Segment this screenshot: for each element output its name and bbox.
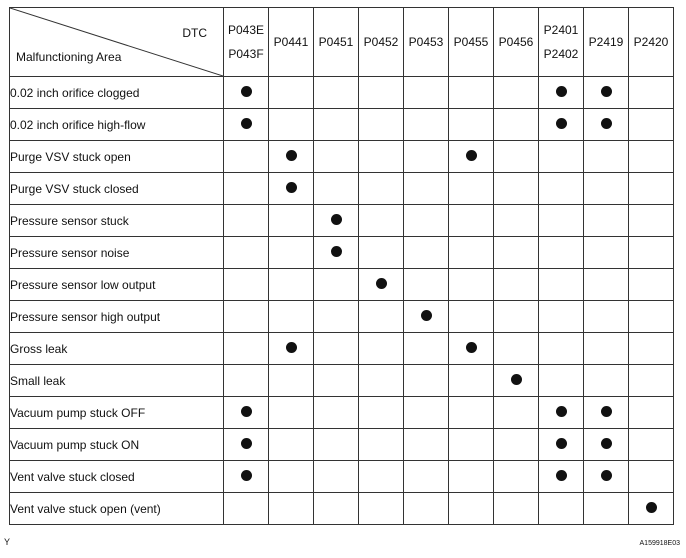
applicability-cell	[584, 205, 629, 237]
applicability-cell	[314, 365, 359, 397]
applicability-cell	[539, 237, 584, 269]
dtc-code: P0452	[363, 35, 399, 49]
applicability-cell	[449, 429, 494, 461]
table-row	[10, 109, 674, 141]
table-row	[10, 429, 674, 461]
malfunction-area-cell: Pressure sensor low output	[10, 269, 224, 301]
applicability-cell	[584, 493, 629, 525]
table-row	[10, 237, 674, 269]
applicability-cell	[629, 205, 674, 237]
dtc-column-header	[449, 8, 494, 77]
applicability-cell	[224, 237, 269, 269]
applicability-cell	[359, 365, 404, 397]
applicability-cell	[494, 365, 539, 397]
applicability-cell	[224, 365, 269, 397]
applicable-dot-icon	[331, 246, 342, 257]
applicability-cell	[224, 333, 269, 365]
malfunction-area-cell: Gross leak	[10, 333, 224, 365]
applicability-cell	[224, 77, 269, 109]
applicability-cell	[359, 333, 404, 365]
malfunction-area-cell: Purge VSV stuck open	[10, 141, 224, 173]
applicability-cell	[584, 237, 629, 269]
applicability-cell	[584, 365, 629, 397]
applicability-cell	[629, 77, 674, 109]
applicability-cell	[404, 141, 449, 173]
malfunction-area-cell: Small leak	[10, 365, 224, 397]
applicability-cell	[224, 429, 269, 461]
applicability-cell	[269, 493, 314, 525]
applicability-cell	[494, 461, 539, 493]
corner-header	[10, 8, 224, 77]
applicability-cell	[224, 141, 269, 173]
applicability-cell	[404, 301, 449, 333]
applicability-cell	[449, 365, 494, 397]
applicable-dot-icon	[556, 86, 567, 97]
applicability-cell	[494, 493, 539, 525]
applicability-cell	[584, 141, 629, 173]
applicability-cell	[494, 237, 539, 269]
applicability-cell	[224, 461, 269, 493]
applicable-dot-icon	[241, 118, 252, 129]
applicability-cell	[404, 461, 449, 493]
malfunction-area-cell: Pressure sensor stuck	[10, 205, 224, 237]
applicability-cell	[404, 333, 449, 365]
applicability-cell	[584, 333, 629, 365]
applicability-cell	[314, 141, 359, 173]
applicable-dot-icon	[331, 214, 342, 225]
applicability-cell	[539, 173, 584, 205]
applicability-cell	[449, 141, 494, 173]
applicability-cell	[539, 461, 584, 493]
applicability-cell	[584, 269, 629, 301]
applicability-cell	[269, 333, 314, 365]
applicability-cell	[404, 173, 449, 205]
applicable-dot-icon	[466, 150, 477, 161]
applicability-cell	[359, 461, 404, 493]
applicability-cell	[539, 77, 584, 109]
applicability-cell	[314, 461, 359, 493]
applicability-cell	[314, 237, 359, 269]
applicability-cell	[539, 493, 584, 525]
table-row	[10, 461, 674, 493]
table-row	[10, 365, 674, 397]
dtc-column-header	[269, 8, 314, 77]
applicability-cell	[539, 109, 584, 141]
applicable-dot-icon	[601, 86, 612, 97]
applicability-cell	[539, 269, 584, 301]
dtc-code: P043E	[227, 23, 265, 37]
applicability-cell	[359, 493, 404, 525]
applicability-cell	[269, 301, 314, 333]
applicable-dot-icon	[241, 470, 252, 481]
table-row	[10, 173, 674, 205]
applicability-cell	[449, 301, 494, 333]
dtc-code: P0456	[498, 35, 534, 49]
dtc-column-header	[404, 8, 449, 77]
applicability-cell	[494, 205, 539, 237]
dtc-code: P2419	[588, 35, 624, 49]
applicability-cell	[404, 269, 449, 301]
applicability-cell	[359, 301, 404, 333]
applicability-cell	[494, 397, 539, 429]
table-body	[10, 77, 674, 525]
applicability-cell	[314, 301, 359, 333]
applicability-cell	[539, 333, 584, 365]
dtc-code: P2402	[543, 47, 579, 61]
applicability-cell	[449, 333, 494, 365]
applicability-cell	[269, 397, 314, 429]
applicability-cell	[629, 365, 674, 397]
applicable-dot-icon	[241, 406, 252, 417]
applicability-cell	[494, 109, 539, 141]
applicability-cell	[539, 397, 584, 429]
applicability-cell	[539, 205, 584, 237]
applicable-dot-icon	[241, 86, 252, 97]
malfunction-area-cell: Pressure sensor high output	[10, 301, 224, 333]
table-row	[10, 205, 674, 237]
applicability-cell	[494, 269, 539, 301]
applicability-cell	[629, 493, 674, 525]
applicability-cell	[314, 109, 359, 141]
applicability-cell	[314, 333, 359, 365]
malfunction-area-cell: Vent valve stuck open (vent)	[10, 493, 224, 525]
applicability-cell	[449, 173, 494, 205]
applicability-cell	[224, 301, 269, 333]
applicability-cell	[359, 173, 404, 205]
applicability-cell	[359, 109, 404, 141]
applicability-cell	[584, 301, 629, 333]
applicability-cell	[539, 365, 584, 397]
figure-id: A159918E03	[639, 540, 680, 547]
applicability-cell	[404, 493, 449, 525]
dtc-code: P0453	[408, 35, 444, 49]
applicability-cell	[494, 333, 539, 365]
applicability-cell	[314, 493, 359, 525]
table-row	[10, 333, 674, 365]
applicability-cell	[404, 365, 449, 397]
applicability-cell	[269, 237, 314, 269]
applicability-cell	[629, 109, 674, 141]
applicability-cell	[269, 461, 314, 493]
applicable-dot-icon	[511, 374, 522, 385]
applicability-cell	[494, 173, 539, 205]
dtc-column-header	[584, 8, 629, 77]
applicable-dot-icon	[556, 406, 567, 417]
dtc-column-header	[314, 8, 359, 77]
applicable-dot-icon	[601, 470, 612, 481]
applicability-cell	[494, 429, 539, 461]
applicability-cell	[269, 173, 314, 205]
applicable-dot-icon	[556, 470, 567, 481]
applicability-cell	[224, 173, 269, 205]
applicable-dot-icon	[286, 342, 297, 353]
applicability-cell	[314, 173, 359, 205]
applicability-cell	[629, 333, 674, 365]
malfunction-area-cell: Vacuum pump stuck ON	[10, 429, 224, 461]
applicable-dot-icon	[286, 182, 297, 193]
applicability-cell	[359, 205, 404, 237]
dtc-code: P2401	[543, 23, 579, 37]
applicability-cell	[449, 397, 494, 429]
dtc-label: DTC	[182, 26, 207, 40]
applicability-cell	[584, 109, 629, 141]
applicability-cell	[314, 269, 359, 301]
applicability-cell	[269, 109, 314, 141]
applicability-cell	[584, 397, 629, 429]
applicability-cell	[449, 493, 494, 525]
applicability-cell	[449, 205, 494, 237]
figure-mark: Y	[4, 537, 11, 547]
header-row	[10, 8, 674, 77]
applicability-cell	[224, 109, 269, 141]
table-row	[10, 269, 674, 301]
applicability-cell	[629, 461, 674, 493]
applicability-cell	[269, 365, 314, 397]
applicable-dot-icon	[601, 438, 612, 449]
diagonal-divider	[10, 8, 223, 76]
applicability-cell	[539, 301, 584, 333]
dtc-code: P043F	[228, 47, 264, 61]
applicability-cell	[584, 173, 629, 205]
dtc-column-header	[224, 8, 269, 77]
applicability-cell	[269, 429, 314, 461]
dtc-column-header	[539, 8, 584, 77]
applicability-cell	[359, 141, 404, 173]
applicability-cell	[629, 269, 674, 301]
table-row	[10, 141, 674, 173]
dtc-code: P0451	[318, 35, 354, 49]
applicability-cell	[404, 237, 449, 269]
applicable-dot-icon	[421, 310, 432, 321]
applicability-cell	[314, 429, 359, 461]
malfunction-area-cell: 0.02 inch orifice clogged	[10, 77, 224, 109]
applicability-cell	[494, 301, 539, 333]
applicability-cell	[629, 237, 674, 269]
applicability-cell	[224, 269, 269, 301]
applicability-cell	[584, 429, 629, 461]
applicability-cell	[314, 205, 359, 237]
dtc-code: P2420	[633, 35, 669, 49]
dtc-code: P0455	[453, 35, 489, 49]
applicability-cell	[629, 397, 674, 429]
dtc-table	[9, 7, 674, 525]
applicability-cell	[404, 205, 449, 237]
applicable-dot-icon	[556, 118, 567, 129]
applicability-cell	[359, 237, 404, 269]
applicable-dot-icon	[466, 342, 477, 353]
applicability-cell	[584, 77, 629, 109]
applicable-dot-icon	[241, 438, 252, 449]
applicability-cell	[359, 77, 404, 109]
applicability-cell	[224, 493, 269, 525]
table-row	[10, 397, 674, 429]
table-row	[10, 301, 674, 333]
applicability-cell	[269, 205, 314, 237]
malfunction-area-cell: Vent valve stuck closed	[10, 461, 224, 493]
dtc-column-header	[494, 8, 539, 77]
table-row	[10, 493, 674, 525]
malfunctioning-area-label: Malfunctioning Area	[16, 50, 122, 64]
applicability-cell	[404, 397, 449, 429]
applicability-cell	[224, 205, 269, 237]
applicability-cell	[449, 109, 494, 141]
malfunction-area-cell: Vacuum pump stuck OFF	[10, 397, 224, 429]
malfunction-area-cell: 0.02 inch orifice high-flow	[10, 109, 224, 141]
applicability-cell	[359, 269, 404, 301]
applicability-cell	[404, 109, 449, 141]
table-row	[10, 77, 674, 109]
applicable-dot-icon	[556, 438, 567, 449]
applicability-cell	[494, 77, 539, 109]
applicability-cell	[449, 237, 494, 269]
dtc-column-header	[629, 8, 674, 77]
applicability-cell	[449, 77, 494, 109]
applicability-cell	[314, 397, 359, 429]
applicability-cell	[584, 461, 629, 493]
malfunction-area-cell: Purge VSV stuck closed	[10, 173, 224, 205]
applicability-cell	[449, 269, 494, 301]
applicability-cell	[404, 77, 449, 109]
applicable-dot-icon	[646, 502, 657, 513]
applicability-cell	[494, 141, 539, 173]
applicability-cell	[224, 397, 269, 429]
dtc-code: P0441	[273, 35, 309, 49]
applicability-cell	[269, 77, 314, 109]
dtc-column-header	[359, 8, 404, 77]
applicable-dot-icon	[601, 118, 612, 129]
applicability-cell	[629, 429, 674, 461]
applicability-cell	[629, 141, 674, 173]
applicability-cell	[404, 429, 449, 461]
applicability-cell	[629, 301, 674, 333]
applicability-cell	[314, 77, 359, 109]
applicability-cell	[449, 461, 494, 493]
applicability-cell	[629, 173, 674, 205]
applicable-dot-icon	[376, 278, 387, 289]
applicability-cell	[269, 269, 314, 301]
applicability-cell	[539, 429, 584, 461]
malfunction-area-cell: Pressure sensor noise	[10, 237, 224, 269]
applicability-cell	[539, 141, 584, 173]
applicability-cell	[269, 141, 314, 173]
applicable-dot-icon	[286, 150, 297, 161]
applicable-dot-icon	[601, 406, 612, 417]
applicability-cell	[359, 397, 404, 429]
applicability-cell	[359, 429, 404, 461]
